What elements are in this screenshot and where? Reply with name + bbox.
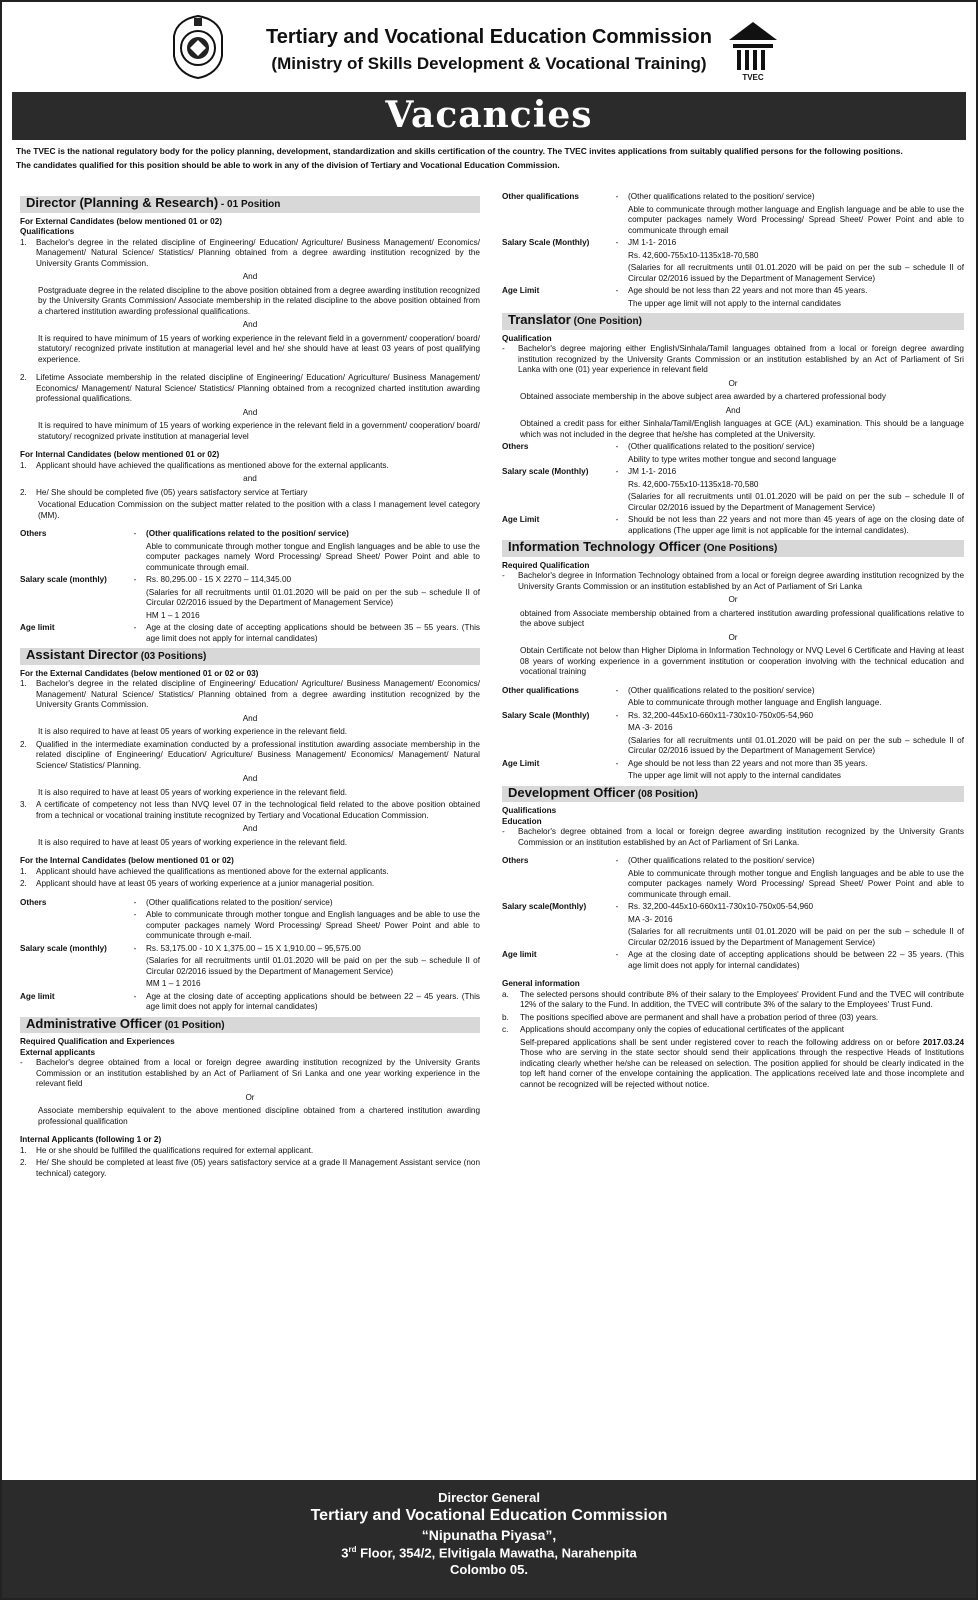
footer-text: rd [348, 1545, 357, 1554]
list-number: 2. [20, 879, 27, 888]
others-row [20, 910, 480, 942]
field-dash: - [615, 515, 619, 524]
connector: And [242, 713, 258, 723]
list-text: He/ She should be completed five (05) years satisfactory service at Tertiary [36, 487, 308, 497]
list-text: Applicant should have at least 05 years of working experience at a junior managerial position. [36, 879, 375, 888]
field-value: Able to communicate through mother tongue and English languages and be able to use the computer packages namely Word Processing/ Spread Sheet/ Power Point and able to communicate through email. [628, 868, 964, 899]
field-value: (Other qualifications related to the position/ service) [146, 529, 349, 538]
field-dash: - [615, 192, 619, 201]
section-title-director [20, 196, 480, 213]
list-text: Obtained a credit pass for either Sinhala/Tamil/English languages at GCE (A/L) examination. This should be a language which was not included in the degree that he/she has completed at the University. [520, 419, 964, 439]
list-text: It is required to have minimum of 15 years of working experience in the relevant field in a government/ cooperation/ board/ statutory/ recognized private institution at managerial level [38, 421, 480, 441]
field-value: JM 1-1- 2016 [628, 467, 677, 476]
salary-value: Rs. 42,600-755x10-1135x18-70,580 [628, 250, 759, 260]
field-label: Age limit [20, 623, 55, 632]
list-item [20, 373, 480, 405]
list-text: Applications should accompany only the copies of educational certificates of the applicant [520, 1025, 845, 1034]
salary-note: (Salaries for all recruitments until 01.01.2020 will be paid on per the sub – schedule II of Circular 02/2016 issued by the Department of Management Service) [146, 587, 480, 607]
list-item [20, 1146, 480, 1157]
field-dash: - [615, 286, 619, 295]
field-dash: - [615, 758, 619, 768]
subheading: Required Qualification and Experiences [20, 1037, 175, 1046]
field-label: Age Limit [502, 515, 540, 524]
list-text: He/ She should be completed at least five (05) years satisfactory service at a grade II Management Assistant service (non technical) category. [36, 1158, 480, 1178]
salary-note: (Salaries for all recruitments until 01.01.2020 will be paid on per the sub – schedule II of Circular 02/2016 issued by the Department of Management Service) [628, 492, 964, 512]
section-positions: (03 Positions) [137, 651, 207, 662]
ministry-name: (Ministry of Skills Development & Vocational Training) [271, 54, 707, 73]
list-number: 2. [20, 1158, 27, 1167]
footer-line [2, 1545, 976, 1560]
field-dash: - [615, 685, 619, 695]
others-row [502, 192, 964, 203]
footer-text: 3 [341, 1545, 349, 1561]
salary-note: (Salaries for all recruitments until 01.01.2020 will be paid on per the sub – schedule II of Circular 02/2016 issued by the Department of Management Service) [628, 735, 964, 755]
list-item [502, 571, 964, 592]
field-value: Age should be not less than 22 years and not more than 45 years. [628, 286, 868, 295]
field-dash: - [133, 623, 137, 632]
field-label: Age Limit [502, 286, 540, 295]
list-number: 1. [20, 460, 27, 470]
footer-line: Tertiary and Vocational Education Commission [310, 1507, 668, 1524]
list-text: Bachelor's degree obtained from a local or foreign degree awarding institution recognized by the University Grants Commission or an institution established by an Act of Parliament of Sri Lanka. [518, 827, 964, 847]
list-number: - [502, 827, 505, 836]
list-text: Obtain Certificate not below than Higher Diploma in Information Technology or NVQ Level 6 Certificate and Having at least 08 years of working experience in a government institution or cooperation involving with the technical education and vocational training [520, 646, 964, 676]
field-value: Should be not less than 22 years and not more than 45 years of age on the closing date of applications (The upper age limit is not applicable for the internal candidates). [628, 515, 964, 535]
field-value: (Other qualifications related to the position/ service) [628, 192, 815, 201]
others-row [502, 686, 964, 697]
others-row [20, 898, 480, 909]
section-positions: (08 Position) [635, 788, 698, 800]
section-title-administrative-officer [20, 1017, 480, 1034]
field-dash: - [133, 575, 137, 584]
footer-text: Floor, 354/2, Elvitigala Mawatha, Narahenpita [356, 1545, 637, 1561]
salary-row [502, 902, 964, 913]
field-label: Salary scale (monthly) [20, 575, 107, 584]
others-row [502, 856, 964, 867]
list-text: He or she should be fulfilled the qualifications required for external applicant. [36, 1145, 314, 1155]
field-label: Others [502, 856, 529, 865]
list-item [20, 867, 480, 878]
list-number: 1. [20, 866, 27, 876]
subheading: Internal Applicants (following 1 or 2) [20, 1135, 162, 1144]
section-title-text: Translator [508, 312, 571, 327]
tvec-logo-icon [725, 20, 781, 82]
field-dash: - [615, 950, 619, 959]
right-column [502, 192, 964, 1092]
list-text: Obtained associate membership in the above subject area awarded by a chartered professional body [520, 392, 886, 401]
field-value: Able to communicate through mother tongue and English languages and be able to use the computer packages namely Word Processing/ Spread Sheet/ Power Point and able to communicate through e-mail. [146, 910, 480, 940]
list-number: 1. [20, 237, 27, 247]
field-label: Other qualifications [502, 685, 579, 695]
salary-row [502, 238, 964, 249]
list-text: It is also required to have at least 05 years of working experience in the relevant field. [38, 727, 348, 736]
list-number: a. [502, 989, 509, 999]
salary-value: Rs. 42,600-755x10-1135x18-70,580 [628, 479, 759, 489]
header [2, 2, 976, 92]
section-title-development-officer [502, 786, 964, 803]
intro-paragraph: The TVEC is the national regulatory body for the policy planning, development, standardization and skills certification of the country. The TVEC invites applications from suitably qualified persons for the following positions. [16, 146, 903, 156]
list-text: It is also required to have at least 05 years of working experience in the relevant field. [38, 787, 348, 797]
list-item [20, 461, 480, 472]
list-text: Bachelor's degree majoring either English/Sinhala/Tamil languages obtained from a local or foreign degree awarding institution recognized by the University Grants Commission or an institution established by an Act of Parliament of Sri Lanka with one (01) year experience in relevant field [518, 344, 964, 374]
list-item [502, 827, 964, 848]
list-number: c. [502, 1025, 509, 1034]
list-text: Bachelor's degree in Information Technology obtained from a local or foreign degree awarding institution recognized by the University Grants Commission or an institution established by an Act of Parliament of Sri Lanka [518, 571, 964, 591]
field-label: Age limit [20, 991, 55, 1001]
salary-row [502, 467, 964, 478]
vacancies-banner: Vacancies [12, 92, 966, 140]
section-title-translator [502, 313, 964, 330]
content-columns [16, 192, 962, 1487]
subheading: Education [502, 816, 542, 826]
connector: Or [728, 378, 738, 388]
field-dash: - [615, 238, 619, 247]
list-number: 1. [20, 1145, 27, 1155]
field-dash: - [133, 910, 137, 919]
field-dash: - [133, 529, 137, 538]
list-item [20, 1058, 480, 1090]
field-dash: - [615, 710, 619, 720]
section-title-text: Administrative Officer [26, 1015, 162, 1031]
list-text: It is also required to have at least 05 years of working experience in the relevant field. [38, 837, 348, 847]
list-text: Bachelor's degree obtained from a local or foreign degree awarding institution recognized by the University Grants Commission or an institution established by an Act of Parliament of Sri Lanka and one year working experience in the relevant field [36, 1058, 480, 1088]
list-text: Lifetime Associate membership in the related discipline of Engineering/ Education/ Agriculture/ Business Management/ Economics/ Management/ Natural Science/ Statistics/ Planning obtained from a recognized charted institution awarding professional qualifications. [36, 373, 480, 403]
field-label: Salary scale (monthly) [20, 943, 107, 953]
connector: And [725, 405, 741, 415]
field-value: Rs. 80,295.00 - 15 X 2270 – 114,345.00 [146, 575, 292, 584]
age-row [502, 286, 964, 297]
salary-code: MA -3- 2016 [628, 723, 673, 732]
field-value: JM 1-1- 2016 [628, 238, 677, 247]
instructions-text: Self-prepared applications shall be sent under registered cover to reach the following address on or before [520, 1037, 924, 1047]
list-item [20, 800, 480, 821]
list-number: 2. [20, 373, 27, 382]
connector: And [242, 824, 258, 833]
subheading: For the External Candidates (below mentioned 01 or 02 or 03) [20, 668, 259, 678]
salary-note: (Salaries for all recruitments until 01.01.2020 will be paid on per the sub – schedule II of Circular 02/2016 issued by the Department of Management Service) [628, 263, 964, 283]
connector: Or [245, 1092, 255, 1102]
list-item [20, 879, 480, 890]
subheading: For External Candidates (below mentioned 01 or 02) [20, 216, 223, 226]
section-title-text: Director (Planning & Research) [26, 195, 219, 210]
list-number: 1. [20, 679, 27, 688]
field-dash: - [133, 943, 137, 953]
subheading: Required Qualification [502, 560, 590, 570]
field-dash: - [615, 467, 619, 476]
field-dash: - [133, 991, 137, 1001]
list-item [20, 488, 480, 499]
field-label: Others [20, 897, 47, 907]
field-value: Ability to type writes mother tongue and second language [628, 454, 837, 464]
left-column [20, 192, 480, 1181]
section-positions: (One Positions) [700, 543, 778, 554]
footer-line: “Nipunatha Piyasa”, [421, 1527, 557, 1543]
connector: And [242, 407, 258, 417]
subheading: Qualifications [502, 806, 557, 815]
list-number: - [20, 1058, 23, 1067]
list-text: obtained from Associate membership obtained from a chartered institution awarding professional qualifications relative to the above subject [520, 608, 964, 628]
list-text: The selected persons should contribute 8% of their salary to the Employees' Provident Fund and the TVEC will contribute 12% of the salary to the Fund. In addition, the TVEC will contribute 3% of the salary to the Employees' Trust Fund. [520, 989, 964, 1009]
field-label: Salary Scale (Monthly) [502, 710, 590, 720]
connector: Or [728, 595, 738, 604]
application-instructions [502, 1038, 964, 1091]
instructions-text: Those who are serving in the state sector should send their applications through the respective Heads of Institutions indicating clearly whether he/she can be released on selection. The position applied for should be clearly indicated in the top left hand corner of the envelope containing the application. The applications received late and those incomplete and cannot be recognized will be rejected without notice. [520, 1048, 964, 1089]
age-row [20, 623, 480, 644]
field-value: Age at the closing date of accepting applications should be between 22 – 45 years. (This age limit does not apply for internal candidates) [146, 991, 480, 1011]
field-label: Salary scale (Monthly) [502, 467, 589, 476]
list-text: Associate membership equivalent to the above mentioned discipline obtained from a chartered institution awarding professional qualification [38, 1106, 480, 1126]
salary-code: HM 1 – 1 2016 [146, 610, 200, 620]
list-number: b. [502, 1012, 509, 1022]
field-label: Age limit [502, 950, 537, 959]
closing-date: 2017.03.24 [923, 1037, 964, 1047]
list-text: Applicant should have achieved the qualifications as mentioned above for the external applicants. [36, 460, 389, 470]
general-info-item [502, 990, 964, 1011]
list-text: Bachelor's degree in the related discipline of Engineering/ Education/ Agriculture/ Business Management/ Economics/ Management/ Natural Science/ Statistics/ Planning obtained from a degree awarding institution recognized by the University Grants Commission. [36, 679, 480, 709]
salary-code: MM 1 – 1 2016 [146, 979, 201, 988]
intro-paragraph: The candidates qualified for this position should be able to work in any of the division of Tertiary and Vocational Education Commission. [16, 159, 560, 170]
connector: And [242, 320, 258, 329]
list-item [20, 238, 480, 270]
field-dash: - [615, 442, 619, 451]
section-title-assistant-director [20, 648, 480, 665]
field-value: The upper age limit will not apply to the internal candidates [628, 298, 841, 308]
field-value: (Other qualifications related to the position/ service) [628, 685, 815, 695]
section-title-it-officer [502, 540, 964, 557]
list-number: - [502, 571, 505, 580]
others-row [502, 442, 964, 453]
salary-row [20, 575, 480, 586]
field-value: Age should be not less than 22 years and not more than 35 years. [628, 758, 868, 768]
organization-name: Tertiary and Vocational Education Commission [265, 26, 712, 48]
section-title-text: Development Officer [508, 784, 636, 800]
salary-row [502, 711, 964, 722]
list-text: Bachelor's degree in the related discipline of Engineering/ Education/ Agriculture/ Business Management/ Economics/ Management/ Natural Science/ Statistics/ Planning obtained from a degree awarding institution recognized by the University Grants Commission. [36, 237, 480, 268]
others-row [20, 529, 480, 540]
connector: and [243, 474, 257, 483]
field-label: Other qualifications [502, 192, 579, 201]
list-text: Qualified in the intermediate examination conducted by a professional institution awarding associate membership in the related discipline of Engineering/ Education/ Agriculture/ Business Management/ Economics/ Management/ Natural Science/ Statistics/ Planning. [36, 739, 480, 770]
section-title-text: Assistant Director [26, 647, 138, 662]
field-dash: - [615, 902, 619, 911]
field-value: (Other qualifications related to the position/ service) [146, 897, 333, 907]
intro [2, 140, 976, 170]
field-value: Age at the closing date of accepting applications should be between 22 – 35 years. (This age limit does not apply for internal candidates) [628, 950, 964, 970]
salary-row [20, 944, 480, 955]
list-text: It is required to have minimum of 15 years of working experience in the relevant field in a government/ cooperation/ board/ statutory/ recognized private institution at managerial level and he/ she should have at least 03 years of post qualifying experience. [38, 333, 480, 364]
list-text: Vocational Education Commission on the subject matter related to the position with a class I management level category (MM). [38, 500, 480, 520]
field-value: (Other qualifications related to the position/ service) [628, 856, 815, 865]
list-text: A certificate of competency not less than NVQ level 07 in the technological field related to the above position obtained from a technical or vocational training institute recognized by Tertiary and Vocational Education Commission. [36, 800, 480, 820]
field-label: Salary Scale (Monthly) [502, 238, 590, 247]
field-value: The upper age limit will not apply to the internal candidates [628, 771, 841, 780]
list-text: The positions specified above are permanent and shall have a probation period of three (03) years. [520, 1012, 879, 1022]
field-value: Able to communicate through mother language and English language. [628, 698, 882, 707]
age-row [502, 950, 964, 971]
field-label: Others [20, 529, 47, 538]
field-value: Rs. 53,175.00 - 10 X 1,375.00 – 15 X 1,910.00 – 95,575.00 [146, 943, 361, 953]
subheading: For the Internal Candidates (below mentioned 01 or 02) [20, 856, 234, 865]
field-dash: - [133, 897, 137, 907]
connector: And [242, 272, 258, 281]
footer-address [2, 1480, 976, 1598]
field-label: Others [502, 442, 529, 451]
list-item [20, 679, 480, 711]
subheading: External applicants [20, 1047, 96, 1057]
age-row [502, 759, 964, 770]
salary-note: (Salaries for all recruitments until 01.01.2020 will be paid on per the sub – schedule II of Circular 02/2016 issued by the Department of Management Service) [146, 956, 480, 976]
field-value: Rs. 32,200-445x10-660x11-730x10-750x05-54,960 [628, 710, 814, 720]
field-label: Age Limit [502, 758, 540, 768]
list-item [20, 1158, 480, 1179]
field-value: Able to communicate through mother tongue and English languages and be able to use the computer packages namely Word Processing/ Spread Sheet/ Power Point and able to communicate through email. [146, 541, 480, 572]
list-item [20, 740, 480, 772]
general-info-item [502, 1013, 964, 1024]
section-positions: (One Position) [570, 316, 642, 327]
list-number: - [502, 344, 505, 353]
age-row [502, 515, 964, 536]
section-positions: (01 Position) [161, 1019, 225, 1031]
list-number: 2. [20, 739, 27, 749]
list-number: 2. [20, 487, 27, 497]
field-value: (Other qualifications related to the position/ service) [628, 442, 815, 451]
age-row [20, 992, 480, 1013]
tvec-logo-caption: TVEC [742, 73, 764, 82]
subheading: For Internal Candidates (below mentioned 01 or 02) [20, 450, 220, 459]
footer-line: Director General [438, 1490, 540, 1505]
field-value: Able to communicate through mother language and English language and be able to use the computer packages namely Word Processing/ Spread Sheet/ Power Point and able to communicate through email [628, 204, 964, 235]
field-label: Salary scale(Monthly) [502, 902, 587, 911]
subheading: Qualifications [20, 227, 75, 236]
field-value: Rs. 32,200-445x10-660x11-730x10-750x05-54,960 [628, 902, 814, 911]
section-positions: - 01 Position [218, 199, 281, 210]
general-info-item [502, 1025, 964, 1036]
section-title-text: Information Technology Officer [508, 539, 701, 554]
connector: Or [728, 632, 738, 642]
list-text: Postgraduate degree in the related discipline to the above position obtained from a degree awarding institution recognized by the University Grants Commission/ Associate membership in the related discipline to the above position obtained from a chartered institution awarding professional qualifications. [38, 285, 480, 316]
subheading: Qualification [502, 333, 552, 343]
field-dash: - [615, 856, 619, 865]
footer-line: Colombo 05. [449, 1562, 528, 1578]
connector: And [242, 774, 258, 783]
list-text: Applicant should have achieved the qualifications as mentioned above for the external applicants. [36, 866, 389, 876]
list-number: 3. [20, 800, 27, 809]
salary-code: MA -3- 2016 [628, 914, 673, 924]
salary-note: (Salaries for all recruitments until 01.01.2020 will be paid on per the sub – schedule II of Circular 02/2016 issued by the Department of Management Service) [628, 927, 964, 947]
general-info-heading: General information [502, 979, 580, 988]
field-value: Age at the closing date of accepting applications should be between 35 – 55 years. (This age limit does not apply for internal candidates) [146, 623, 480, 643]
list-item [502, 344, 964, 376]
